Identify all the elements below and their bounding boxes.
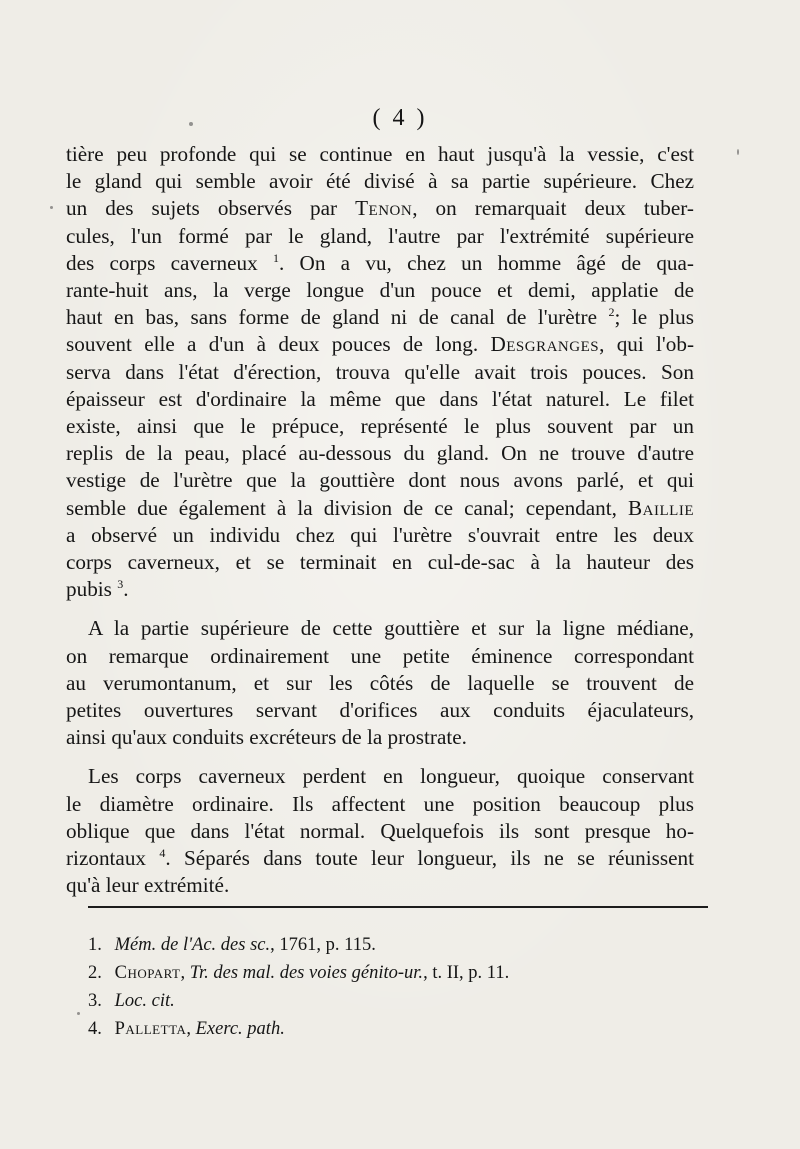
text-line: replis de la peau, placé au-dessous du gland. On ne trouve d'autre <box>66 441 694 466</box>
footnote-ref: 4 <box>159 846 166 861</box>
text-line: vestige de l'urètre que la gouttière dont nous avons parlé, et qui <box>66 468 694 493</box>
text-line: corps caverneux, et se terminait en cul-de-sac à la hauteur des <box>66 550 694 575</box>
page-number: ( 4 ) <box>372 105 428 131</box>
author-name: Chopart <box>114 963 181 983</box>
paragraph-1 <box>66 141 694 603</box>
footnote: 3. Loc. cit. <box>88 991 175 1011</box>
ink-speck <box>737 149 739 155</box>
footnotes <box>88 931 708 1043</box>
text-line: le gland qui semble avoir été divisé à sa partie supérieure. Chez <box>66 169 694 194</box>
text-line: des corps caverneux $^1$. On a vu, chez un homme âgé de qua- <box>66 250 694 275</box>
text-line: haut en bas, sans forme de gland ni de canal de l'urètre $^2$; le plus <box>66 305 695 330</box>
footnote-divider <box>88 906 708 908</box>
text-line: pubis $^3$. <box>66 577 129 602</box>
text-line: a observé un individu chez qui l'urètre s'ouvrait entre les deux <box>66 522 694 547</box>
text-line: au verumontanum, et sur les côtés de laquelle se trouvent de <box>66 670 694 695</box>
author-name: Desgranges <box>490 332 600 357</box>
author-name: Palletta <box>114 1019 187 1039</box>
body-text <box>66 141 694 899</box>
text-line: tière peu profonde qui se continue en haut jusqu'à la vessie, c'est <box>66 142 694 166</box>
text-line: épaisseur est d'ordinaire la même que dans l'état naturel. Le filet <box>66 386 694 411</box>
author-name: Tenon <box>355 196 413 221</box>
footnote-ref: 2 <box>608 305 615 320</box>
footnote: 4. Palletta, Exerc. path. <box>88 1019 285 1039</box>
footnote-ref: 1 <box>272 250 279 265</box>
footnote: 2. Chopart, Tr. des mal. des voies génito-ur., t. II, p. 11. <box>88 963 510 983</box>
text-line: petites ouvertures servant d'orifices aux conduits éjaculateurs, <box>66 698 694 723</box>
text-line: semble due également à la division de ce canal; cependant, Baillie <box>66 495 694 520</box>
text-line: qu'à leur extrémité. <box>66 873 230 898</box>
text-line: oblique que dans l'état normal. Quelquefois ils sont presque ho- <box>66 818 694 843</box>
ink-speck <box>77 1012 80 1015</box>
text-line: ainsi qu'aux conduits excréteurs de la prostrate. <box>66 725 467 750</box>
paragraph-2 <box>66 615 694 751</box>
text-line: A la partie supérieure de cette gouttière et sur la ligne médiane, <box>88 616 694 641</box>
text-line: on remarque ordinairement une petite éminence correspondant <box>66 643 694 668</box>
ink-speck <box>189 122 193 126</box>
author-name: Baillie <box>628 495 694 520</box>
text-line: serva dans l'état d'érection, trouva qu'elle avait trois pouces. Son <box>66 359 694 384</box>
text-line: cules, l'un formé par le gland, l'autre par l'extrémité supérieure <box>66 223 694 248</box>
paragraph-3 <box>66 763 694 899</box>
text-line: le diamètre ordinaire. Ils affectent une position beaucoup plus <box>66 791 694 816</box>
text-line: souvent elle a d'un à deux pouces de long. Desgranges, qui l'ob- <box>66 332 694 357</box>
text-line: rante-huit ans, la verge longue d'un pouce et demi, applatie de <box>66 278 694 303</box>
text-line: rizontaux $^4$. Séparés dans toute leur longueur, ils ne se réunissent <box>66 846 694 871</box>
text-line: Les corps caverneux perdent en longueur, quoique conservant <box>88 764 694 789</box>
text-line: un des sujets observés par Tenon, on remarquait deux tuber- <box>66 196 694 221</box>
footnote-ref: 3 <box>117 577 124 592</box>
text-line: existe, ainsi que le prépuce, représenté le plus souvent par un <box>66 414 694 439</box>
ink-speck <box>50 206 53 209</box>
footnote: 1. Mém. de l'Ac. des sc., 1761, p. 115. <box>88 935 376 955</box>
